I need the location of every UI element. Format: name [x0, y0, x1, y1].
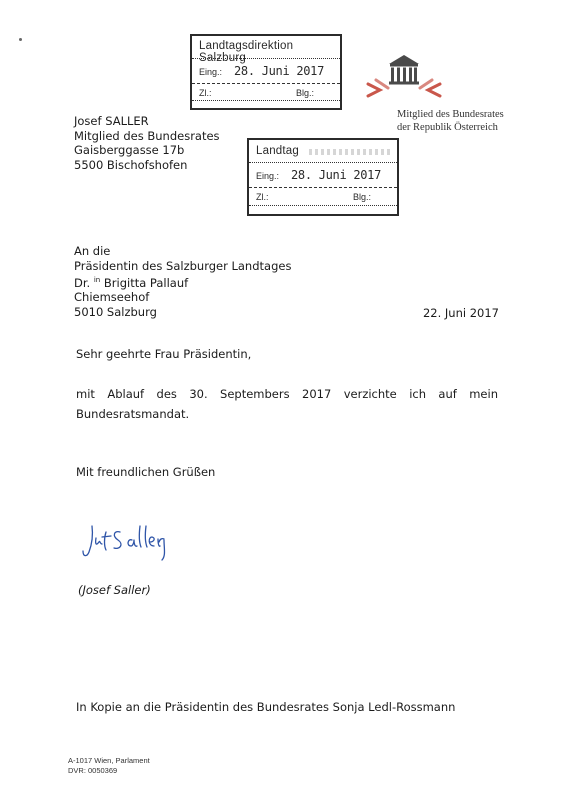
stamp-divider	[249, 187, 397, 188]
body-line-2: Bundesratsmandat.	[76, 407, 190, 421]
recipient-building: Chiemseehof	[74, 290, 150, 305]
stamp-zl-label: Zl.:	[256, 192, 269, 202]
sender-city: 5500 Bischofshofen	[74, 157, 188, 172]
recipient-name: Brigitta Pallauf	[103, 275, 189, 290]
body-word: Septembers	[220, 387, 290, 401]
stamp-eing-label: Eing.:	[256, 171, 280, 181]
stamp-blg-label: Blg.:	[296, 88, 315, 98]
body-word: verzichte	[343, 387, 397, 401]
stamp-divider	[192, 83, 340, 84]
copy-note: In Kopie an die Präsidentin des Bundesrates Sonja Ledl-Rossmann	[76, 700, 456, 714]
stamp-faded-text	[309, 149, 391, 155]
stamp-divider	[192, 100, 340, 101]
body-word: ich	[409, 387, 426, 401]
body-word: 2017	[302, 387, 332, 401]
stamp-blg-label: Blg.:	[353, 192, 372, 202]
logo-caption-line1: Mitglied des Bundesrates	[397, 109, 504, 120]
recipient-name-line	[74, 273, 291, 290]
recipient-title-sup: in	[93, 276, 101, 284]
stamp-eing-label: Eing.:	[199, 67, 223, 77]
footer-line2: DVR: 0050369	[68, 766, 118, 775]
parliament-logo	[364, 50, 444, 102]
logo-caption	[397, 108, 504, 134]
typed-name: (Josef Saller)	[78, 583, 151, 597]
sender-address	[74, 114, 220, 172]
sender-name: Josef SALLER	[74, 114, 149, 128]
body-word: mein	[469, 387, 498, 401]
sender-role: Mitglied des Bundesrates	[74, 128, 220, 143]
body-word: des	[156, 387, 177, 401]
stamp-zl-label: Zl.:	[199, 88, 212, 98]
recipient-line2: Präsidentin des Salzburger Landtages	[74, 258, 292, 273]
recipient-address	[74, 244, 291, 319]
footer-address	[68, 756, 150, 776]
stamp-title: Landtag	[256, 145, 299, 157]
parliament-building-icon	[364, 50, 444, 102]
stamp-divider	[249, 205, 397, 206]
stamp-title: Landtagsdirektion Salzburg	[199, 40, 294, 64]
body-word: auf	[438, 387, 457, 401]
scan-speck	[19, 38, 22, 41]
footer-line1: A-1017 Wien, Parlament	[68, 756, 150, 765]
body-word: 30.	[189, 387, 208, 401]
recipient-city: 5010 Salzburg	[74, 304, 157, 319]
received-stamp-primary	[190, 34, 342, 110]
body-word: Ablauf	[107, 387, 145, 401]
body-line-1	[76, 387, 498, 401]
salutation: Sehr geehrte Frau Präsidentin,	[76, 347, 252, 361]
recipient-line1: An die	[74, 244, 111, 258]
closing: Mit freundlichen Grüßen	[76, 465, 216, 479]
signature-icon	[80, 520, 180, 564]
received-stamp-secondary	[247, 138, 399, 216]
logo-caption-line2: der Republik Österreich	[397, 122, 498, 133]
recipient-title: Dr.	[74, 275, 91, 290]
body-word: mit	[76, 387, 95, 401]
letter-date: 22. Juni 2017	[422, 306, 499, 320]
stamp-date: 28. Juni 2017	[234, 64, 325, 78]
stamp-divider	[249, 162, 397, 163]
stamp-divider	[192, 58, 340, 59]
stamp-date: 28. Juni 2017	[291, 168, 382, 182]
sender-street: Gaisberggasse 17b	[74, 143, 185, 157]
handwritten-signature	[80, 520, 180, 568]
